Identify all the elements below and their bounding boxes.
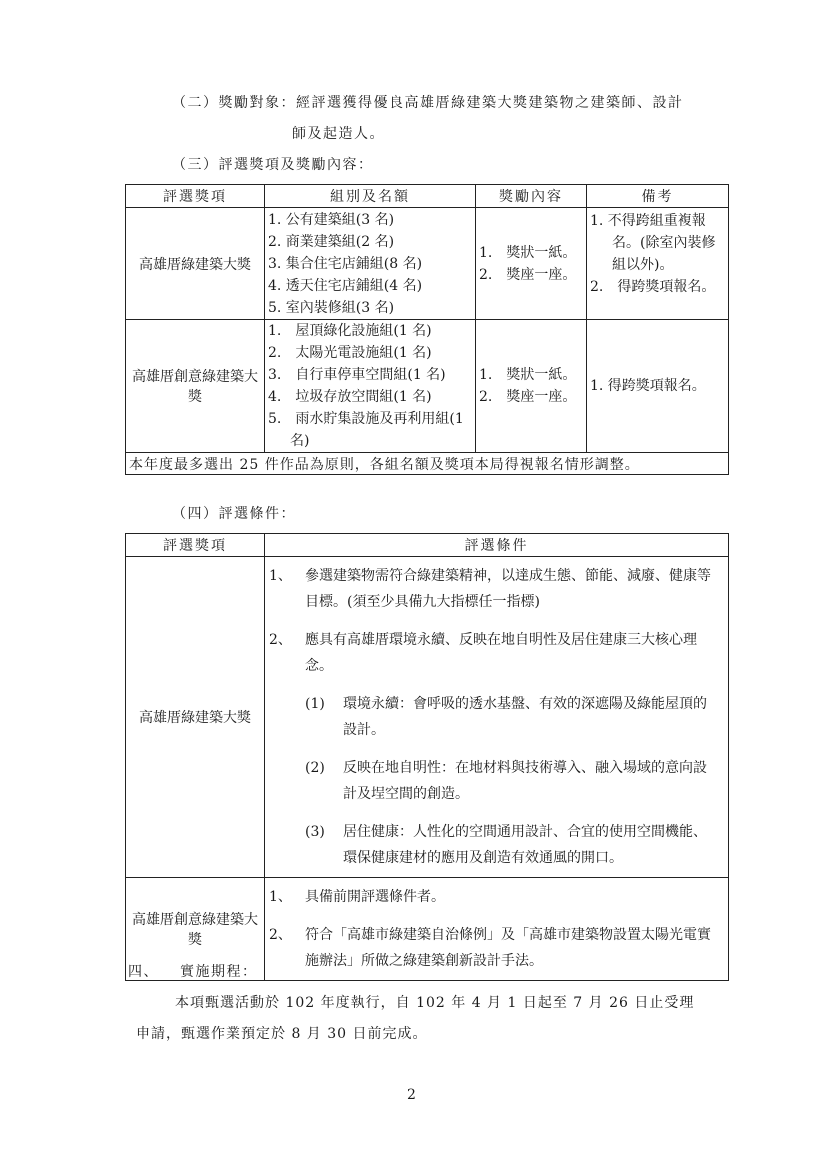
list-item bbox=[269, 884, 720, 910]
header-award: 評選獎項 bbox=[126, 534, 265, 557]
header-rewards: 獎勵內容 bbox=[476, 185, 587, 208]
list-item bbox=[269, 627, 720, 679]
award-table-header bbox=[126, 185, 729, 208]
section-iv-paragraph-line1: 本項甄選活動於 102 年度執行，自 102 年 4 月 1 日起至 7 月 26 日止受理 bbox=[175, 995, 695, 1011]
list-item: 1. 屋頂綠化設施組(1 名) bbox=[268, 323, 432, 339]
list-item bbox=[269, 563, 720, 615]
item-text: 居住健康：人性化的空間通用設計、合宜的使用空間機能、環保健康建材的應用及創造有效通風的開口。 bbox=[343, 824, 707, 866]
item-number: 1、 bbox=[269, 568, 292, 584]
header-criteria: 評選條件 bbox=[265, 534, 729, 557]
criteria-table-header bbox=[126, 534, 729, 557]
award-name: 高雄厝綠建築大獎 bbox=[126, 557, 265, 878]
list-item: 2. 商業建築組(2 名) bbox=[268, 233, 395, 250]
list-item: 2. 獎座一座。 bbox=[479, 389, 577, 405]
list-item: 5. 室內裝修組(3 名) bbox=[268, 299, 395, 316]
item-text: 符合「高雄市綠建築自治條例」及「高雄市建築物設置太陽光電實施辦法」所做之綠建築創新設計手法。 bbox=[305, 927, 711, 969]
header-notes: 備考 bbox=[587, 185, 729, 208]
list-item: 2. 得跨獎項報名。 bbox=[590, 279, 716, 295]
list-item: 1. 得跨獎項報名。 bbox=[590, 378, 706, 394]
criteria-table bbox=[125, 533, 729, 981]
list-item: 2. 太陽光電設施組(1 名) bbox=[268, 345, 432, 361]
list-item: 1. 獎狀一紙。 bbox=[479, 244, 577, 261]
item-number: 1、 bbox=[269, 889, 292, 905]
item-number: (2) bbox=[305, 760, 325, 776]
list-item: 1. 獎狀一紙。 bbox=[479, 367, 577, 383]
criteria-list bbox=[265, 557, 729, 878]
table-row bbox=[126, 320, 729, 453]
list-item: 3. 集合住宅店鋪組(8 名) bbox=[268, 255, 423, 272]
note-list bbox=[587, 320, 729, 453]
section3-heading: （三）評選獎項及獎勵內容： bbox=[172, 157, 374, 173]
item-text: 反映在地自明性：在地材料與技術導入、融入場域的意向設計及埕空間的創造。 bbox=[343, 760, 707, 802]
award-name: 高雄厝創意綠建築大獎 bbox=[126, 320, 265, 453]
list-item bbox=[269, 922, 720, 974]
table-footnote-row bbox=[126, 453, 729, 475]
section-iv-number: 四、 bbox=[128, 964, 159, 980]
item-number: (3) bbox=[305, 824, 325, 840]
item-text: 環境永續：會呼吸的透水基盤、有效的深遮陽及綠能屋頂的設計。 bbox=[343, 696, 707, 738]
note-list bbox=[587, 208, 729, 320]
list-item: 1. 公有建築組(3 名) bbox=[268, 211, 395, 228]
list-item: 1. 不得跨組重複報名。(除室內裝修組以外)。 bbox=[590, 213, 716, 273]
award-table bbox=[125, 184, 729, 475]
page-number: 2 bbox=[407, 1087, 416, 1103]
table-footnote: 本年度最多選出 25 件作品為原則，各組名額及獎項本局得視報名情形調整。 bbox=[126, 453, 729, 475]
section4-heading: （四）評選條件： bbox=[172, 506, 296, 522]
list-item bbox=[269, 691, 720, 743]
item-text: 應具有高雄厝環境永續、反映在地自明性及居住建康三大核心理念。 bbox=[305, 632, 697, 674]
list-item bbox=[269, 755, 720, 807]
section-iv-paragraph-line2: 申請，甄選作業預定於 8 月 30 日前完成。 bbox=[136, 1026, 428, 1042]
header-award: 評選獎項 bbox=[126, 185, 265, 208]
group-list bbox=[265, 320, 476, 453]
header-groups: 組別及名額 bbox=[265, 185, 476, 208]
item-text: 參選建築物需符合綠建築精神，以達成生態、節能、減廢、健康等目標。(須至少具備九大指標任一指標) bbox=[305, 568, 711, 610]
list-item: 4. 垃圾存放空間組(1 名) bbox=[268, 389, 432, 405]
list-item bbox=[269, 819, 720, 871]
criteria-list bbox=[265, 878, 729, 981]
table-row bbox=[126, 557, 729, 878]
section-iv-title: 實施期程： bbox=[180, 964, 258, 980]
item-number: 2、 bbox=[269, 927, 292, 943]
item-number: (1) bbox=[305, 696, 325, 712]
section2-line2: 師及起造人。 bbox=[292, 126, 385, 142]
list-item: 2. 獎座一座。 bbox=[479, 266, 577, 283]
item-number: 2、 bbox=[269, 632, 292, 648]
section2-line1: （二）獎勵對象：經評選獲得優良高雄厝綠建築大獎建築物之建築師、設計 bbox=[172, 95, 684, 111]
group-list bbox=[265, 208, 476, 320]
table-row bbox=[126, 208, 729, 320]
reward-list bbox=[476, 208, 587, 320]
list-item: 3. 自行車停車空間組(1 名) bbox=[268, 367, 446, 383]
award-name: 高雄厝創意綠建築大獎 bbox=[126, 878, 265, 981]
item-text: 具備前開評選條件者。 bbox=[305, 889, 445, 905]
reward-list bbox=[476, 320, 587, 453]
list-item: 5. 雨水貯集設施及再利用組(1 名) bbox=[268, 411, 464, 449]
award-name: 高雄厝綠建築大獎 bbox=[126, 208, 265, 320]
list-item: 4. 透天住宅店鋪組(4 名) bbox=[268, 277, 423, 294]
